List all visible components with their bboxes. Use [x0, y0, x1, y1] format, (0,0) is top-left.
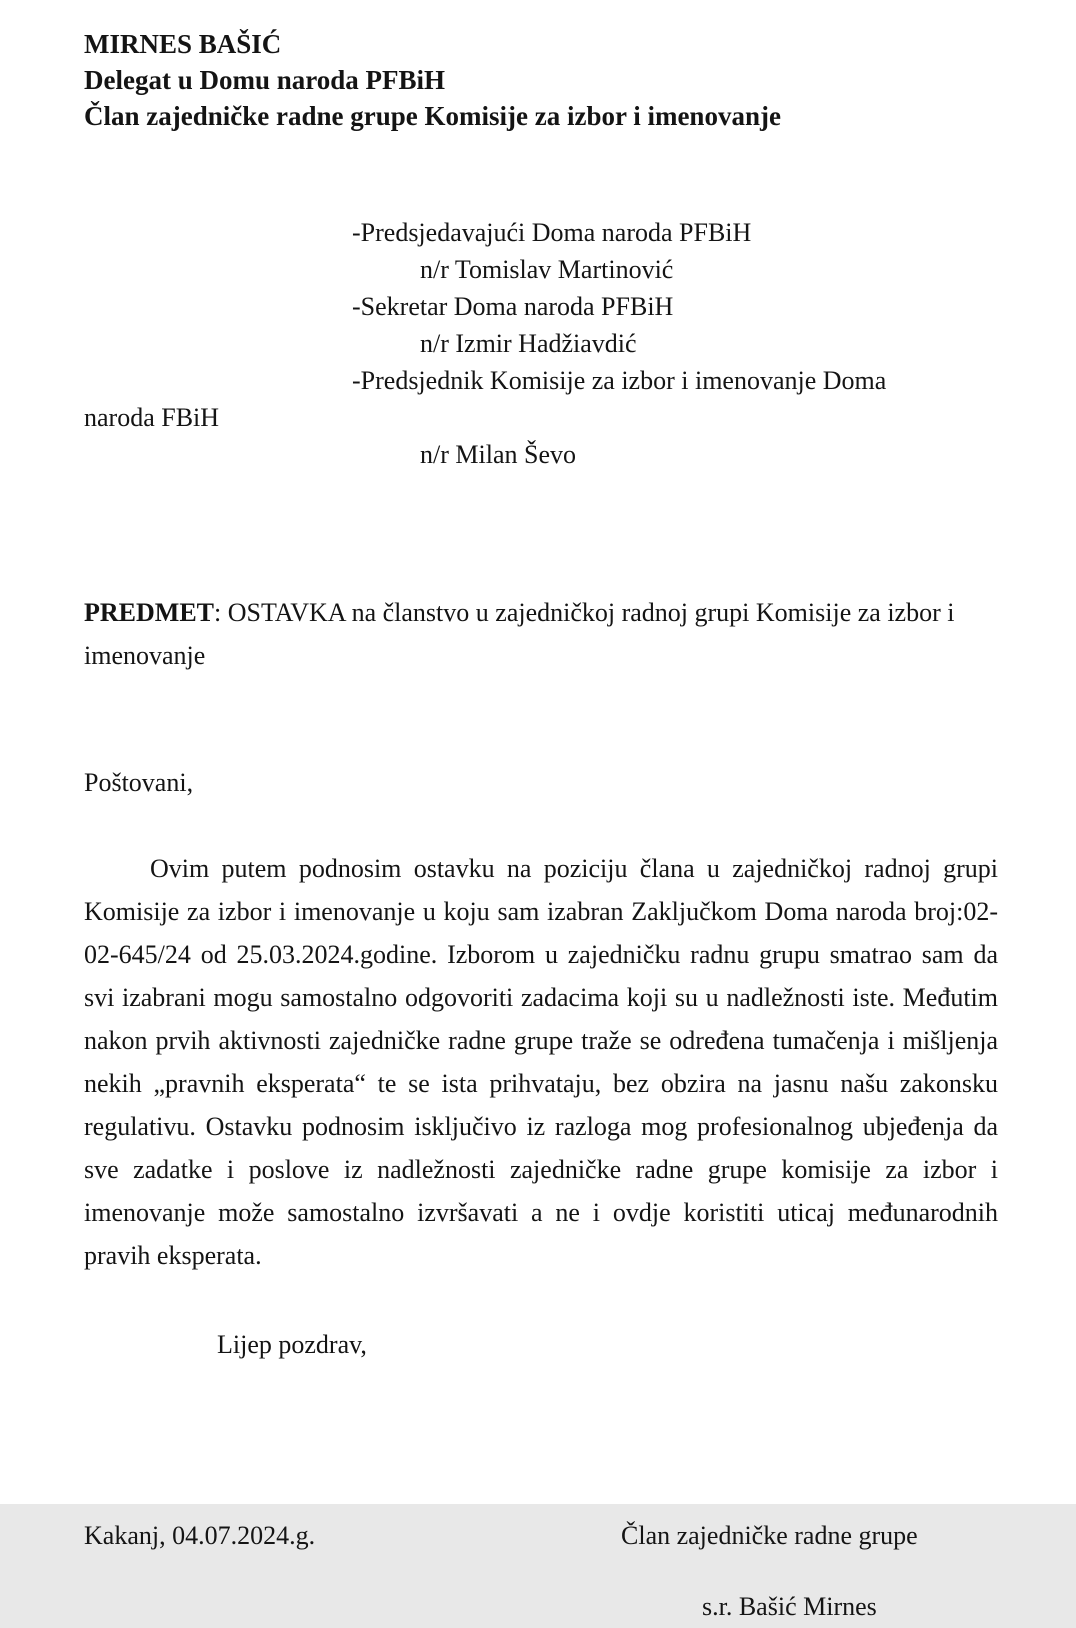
subject-text: OSTAVKA na članstvo u zajedničkoj radnoj grupi Komisije za izbor i imenovanje — [84, 598, 955, 670]
signer-role: Član zajedničke radne grupe — [621, 1521, 918, 1550]
subject-line — [84, 591, 964, 677]
salutation: Poštovani, — [84, 768, 194, 797]
body-paragraph: Ovim putem podnosim ostavku na poziciju člana u zajedničkoj radnoj grupi Komisije za izbor i imenovanje u koju sam izabran Zaključkom Doma naroda broj:02-02-645/24 od 25.03.2024.godine. Izborom u zajedničku radnu grupu smatrao sam da svi izabrani mogu samostalno odgovoriti zadacima koji su u nadležnosti iste. Međutim nakon prvih aktivnosti zajedničke radne grupe traže se određena tumačenja i mišljenja nekih „pravnih eksperata“ te se ista prihvataju, bez obzira na jasnu našu zakonsku regulativu. Ostavku podnosim isključivo iz razloga mog profesionalnog ubjeđenja da sve zadatke i poslove iz nadležnosti zajedničke radne grupe komisije za izbor i imenovanje može samostalno izvršavati a ne i ovdje koristiti uticaj međunarodnih pravih eksperata. — [84, 854, 998, 1270]
recipient-attention: n/r Izmir Hadžiavdić — [420, 329, 637, 358]
recipient-title: -Sekretar Doma naroda PFBiH — [352, 292, 674, 321]
sender-block — [84, 26, 998, 134]
closing-phrase: Lijep pozdrav, — [217, 1330, 367, 1359]
recipient-title: -Predsjedavajući Doma naroda PFBiH — [352, 218, 752, 247]
recipient-title: -Predsjednik Komisije za izbor i imenovanje Doma — [352, 366, 887, 395]
recipient-attention: n/r Tomislav Martinović — [420, 255, 674, 284]
signature-name: s.r. Bašić Mirnes — [702, 1592, 877, 1621]
footer-row — [84, 1514, 998, 1557]
recipients-block — [84, 214, 998, 473]
subject-label: PREDMET — [84, 598, 214, 627]
sender-name: MIRNES BAŠIĆ — [84, 29, 282, 59]
recipient-title-wrap: naroda FBiH — [84, 403, 220, 432]
recipient-attention: n/r Milan Ševo — [420, 440, 576, 469]
subject-separator: : — [214, 598, 228, 627]
sender-role: Delegat u Domu naroda PFBiH — [84, 65, 446, 95]
sender-membership: Član zajedničke radne grupe Komisije za izbor i imenovanje — [84, 101, 781, 131]
place-and-date: Kakanj, 04.07.2024.g. — [84, 1521, 316, 1550]
